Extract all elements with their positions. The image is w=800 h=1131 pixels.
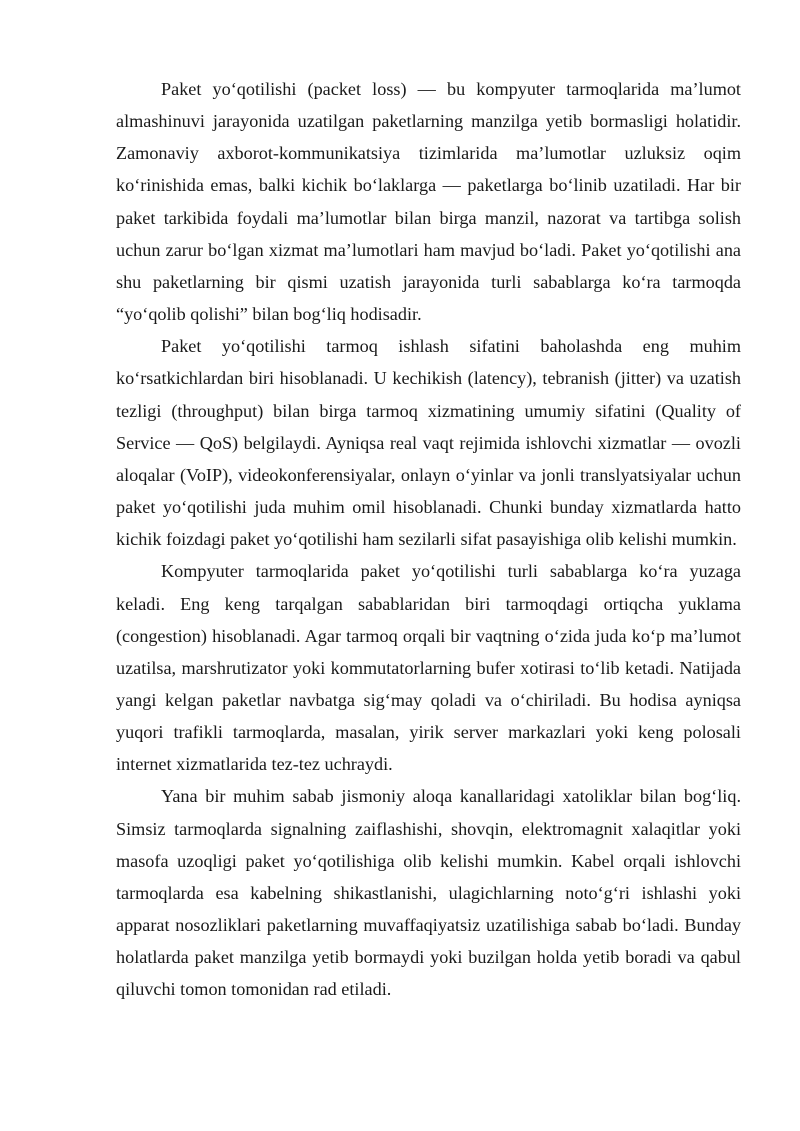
paragraph-3: Kompyuter tarmoqlarida paket yo‘qotilishi turli sabablarga ko‘ra yuzaga keladi. Eng keng tarqalgan sabablaridan biri tarmoqdagi ortiqcha yuklama (congestion) hisoblanadi. Agar tarmoq orqali bir vaqtning o‘zida juda ko‘p ma’lumot uzatilsa, marshrutizator yoki kommutatorlarning bufer xotirasi to‘lib ketadi. Natijada yangi kelgan paketlar navbatga sig‘may qoladi va o‘chiriladi. Bu hodisa ayniqsa yuqori trafikli tarmoqlarda, masalan, yirik server markazlari yoki keng polosali internet xizmatlarida tez-tez uchraydi.: [116, 561, 741, 775]
paragraph-1: Paket yo‘qotilishi (packet loss) — bu kompyuter tarmoqlarida ma’lumot almashinuvi jarayonida uzatilgan paketlarning manzilga yetib bormasligi holatidir. Zamonaviy axborot-kommunikatsiya tizimlarida ma’lumotlar uzluksiz oqim ko‘rinishida emas, balki kichik bo‘laklarga — paketlarga bo‘linib uzatiladi. Har bir paket tarkibida foydali ma’lumotlar bilan birga manzil, nazorat va tartibga solish uchun zarur bo‘lgan xizmat ma’lumotlari ham mavjud bo‘ladi. Paket yo‘qotilishi ana shu paketlarning bir qismi uzatish jarayonida turli sabablarga ko‘ra tarmoqda “yo‘qolib qolishi” bilan bog‘liq hodisadir.: [116, 79, 741, 325]
paragraph-4: Yana bir muhim sabab jismoniy aloqa kanallaridagi xatoliklar bilan bog‘liq. Simsiz tarmoqlarda signalning zaiflashishi, shovqin, elektromagnit xalaqitlar yoki masofa uzoqligi paket yo‘qotilishiga olib kelishi mumkin. Kabel orqali ishlovchi tarmoqlarda esa kabelning shikastlanishi, ulagichlarning noto‘g‘ri ishlashi yoki apparat nosozliklari paketlarning muvaffaqiyatsiz uzatilishiga sabab bo‘ladi. Bunday holatlarda paket manzilga yetib bormaydi yoki buzilgan holda yetib boradi va qabul qiluvchi tomon tomonidan rad etiladi.: [116, 786, 741, 1000]
paragraph-2: Paket yo‘qotilishi tarmoq ishlash sifatini baholashda eng muhim ko‘rsatkichlardan biri hisoblanadi. U kechikish (latency), tebranish (jitter) va uzatish tezligi (throughput) bilan birga tarmoq xizmatining umumiy sifatini (Quality of Service — QoS) belgilaydi. Ayniqsa real vaqt rejimida ishlovchi xizmatlar — ovozli aloqalar (VoIP), videokonferensiyalar, onlayn o‘yinlar va jonli translyatsiyalar uchun paket yo‘qotilishi juda muhim omil hisoblanadi. Chunki bunday xizmatlarda hatto kichik foizdagi paket yo‘qotilishi ham sezilarli sifat pasayishiga olib kelishi mumkin.: [116, 336, 741, 550]
document-page: [116, 73, 741, 1006]
